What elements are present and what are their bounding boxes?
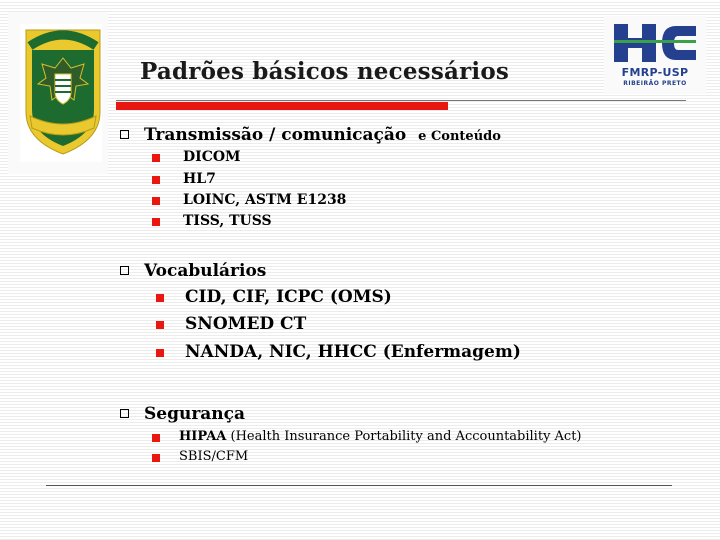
square-bullet-icon [152, 218, 160, 226]
fmrp-usp-label: FMRP-USP [621, 66, 689, 79]
square-bullet-icon [156, 321, 164, 329]
section-1-item: TISS, TUSS [183, 213, 272, 229]
square-bullet-icon [152, 176, 160, 184]
section-2-item: NANDA, NIC, HHCC (Enfermagem) [185, 342, 521, 362]
fmrp-seal-logo [8, 12, 108, 174]
section-2-item: SNOMED CT [185, 314, 307, 334]
section-3-item [179, 429, 582, 444]
hc-mark-icon [614, 22, 696, 64]
section-1-item: DICOM [183, 149, 241, 165]
section-2-label: Vocabulários [144, 261, 267, 281]
square-bullet-icon [152, 434, 160, 442]
title-accent-bar [116, 102, 448, 110]
slide-title: Padrões básicos necessários [140, 58, 510, 85]
section-1-heading [144, 125, 501, 145]
section-1-label-extra: e Conteúdo [418, 129, 501, 144]
section-2-item: CID, CIF, ICPC (OMS) [185, 287, 392, 307]
section-1-item: HL7 [183, 171, 216, 187]
hipaa-acronym: HIPAA [179, 429, 227, 444]
section-3-label: Segurança [144, 404, 246, 424]
hollow-square-bullet-icon [120, 409, 129, 418]
hollow-square-bullet-icon [120, 130, 129, 139]
footer-divider [46, 485, 672, 486]
section-1-label: Transmissão / comunicação [144, 125, 407, 145]
section-3-item: SBIS/CFM [179, 449, 249, 464]
hc-fmrp-logo [604, 16, 706, 94]
ribeirao-preto-label: RIBEIRÃO PRETO [623, 80, 687, 87]
hollow-square-bullet-icon [120, 266, 129, 275]
square-bullet-icon [152, 154, 160, 162]
square-bullet-icon [156, 294, 164, 302]
title-divider [116, 100, 686, 101]
hipaa-description: (Health Insurance Portability and Accountability Act) [226, 429, 582, 444]
square-bullet-icon [152, 197, 160, 205]
square-bullet-icon [152, 454, 160, 462]
square-bullet-icon [156, 349, 164, 357]
section-1-item: LOINC, ASTM E1238 [183, 192, 347, 208]
